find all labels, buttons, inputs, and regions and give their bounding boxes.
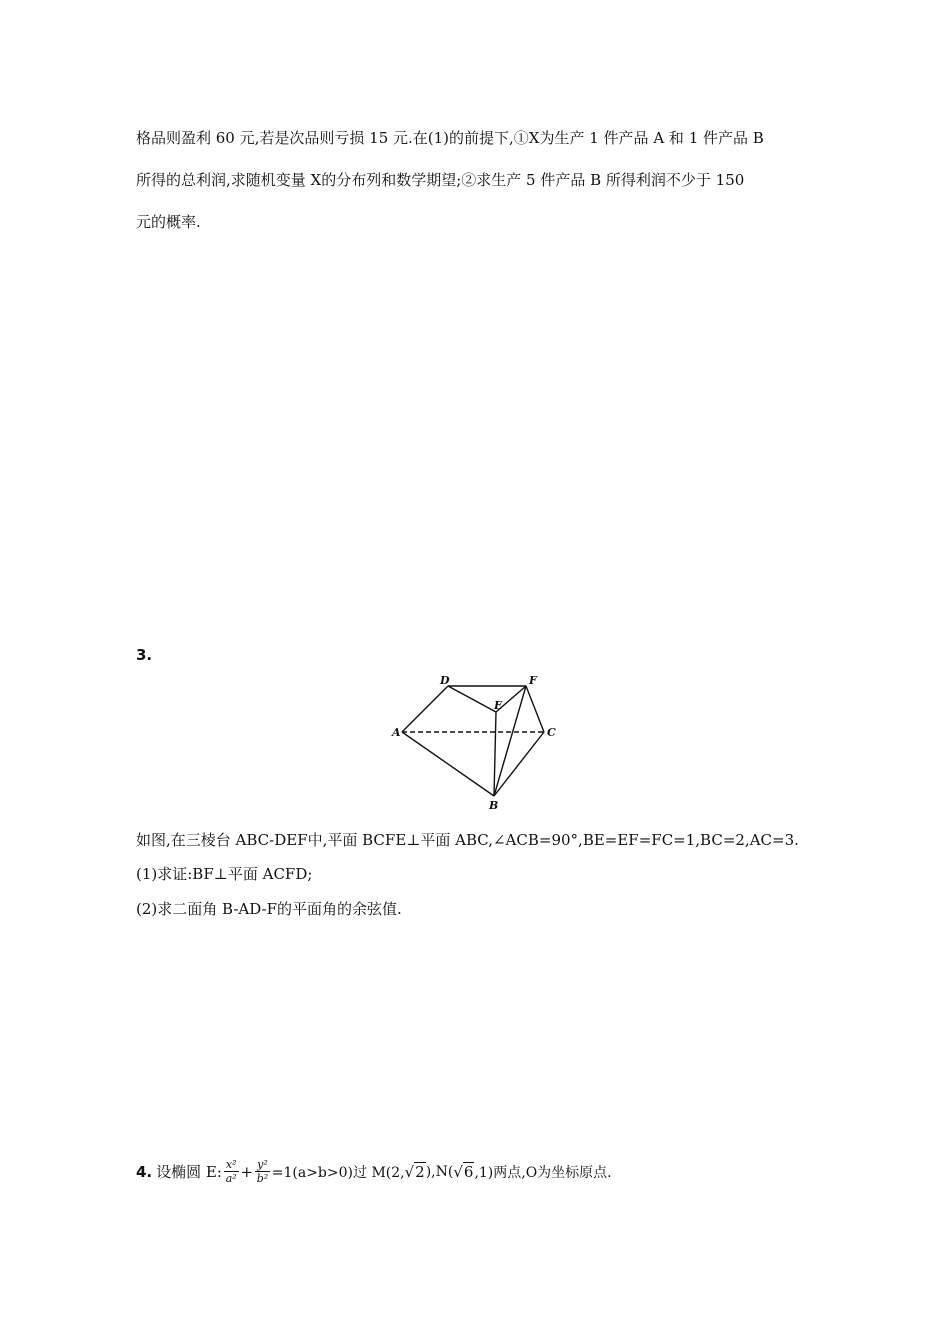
frac1-numerator: x² [225,1158,237,1171]
label-E: E [494,699,503,712]
problem4-equals: =1(a>b>0)过 M(2, [271,1164,405,1181]
frac2-numerator: y² [257,1158,268,1171]
problem3-part2: (2)求二面角 B-AD-F的平面角的余弦值. [136,900,402,918]
problem3-statement: 如图,在三棱台 ABC-DEF中,平面 BCFE⊥平面 ABC,∠ACB=90°,BE=EF=FC=1,BC=2,AC=3. [136,831,799,849]
edge-CB [494,732,544,796]
problem3-part1: (1)求证:BF⊥平面 ACFD; [136,865,313,883]
problem4-statement [136,1158,612,1185]
edge-DA [402,686,448,732]
label-F: F [529,674,537,687]
problem2-line3: 元的概率. [136,213,201,231]
edge-EB [494,712,496,796]
problem3-number: 3. [136,646,153,664]
label-D: D [440,674,450,687]
problem2-line2: 所得的总利润,求随机变量 X的分布列和数学期望;②求生产 5 件产品 B 所得利润不少于 150 [136,171,745,189]
label-B: B [489,799,499,812]
edge-DE [448,686,496,712]
problem4-mid: ),N( [425,1163,454,1180]
problem4-intro: 设椭圆 E: [156,1163,222,1181]
sqrt-2: √2 [404,1162,425,1181]
sqrt-6-radicand: 6 [463,1162,474,1181]
frac1-denominator: a² [225,1172,237,1185]
plus-sign: + [240,1162,254,1181]
edge-FC [526,686,544,732]
label-C: C [547,726,556,739]
problem4-number: 4. [136,1162,153,1181]
fraction-x-over-a [224,1158,239,1185]
edge-AB [402,732,494,796]
frac2-denominator: b² [256,1172,269,1185]
sqrt-2-radicand: 2 [415,1162,425,1181]
label-A: A [392,726,401,739]
fraction-y-over-b [255,1158,270,1185]
problem4-tail: ,1)两点,O为坐标原点. [474,1164,612,1181]
problem2-line1: 格品则盈利 60 元,若是次品则亏损 15 元.在(1)的前提下,①X为生产 1 件产品 A 和 1 件产品 B [136,129,764,147]
frustum-figure [380,668,580,814]
sqrt-6: √6 [453,1162,474,1181]
